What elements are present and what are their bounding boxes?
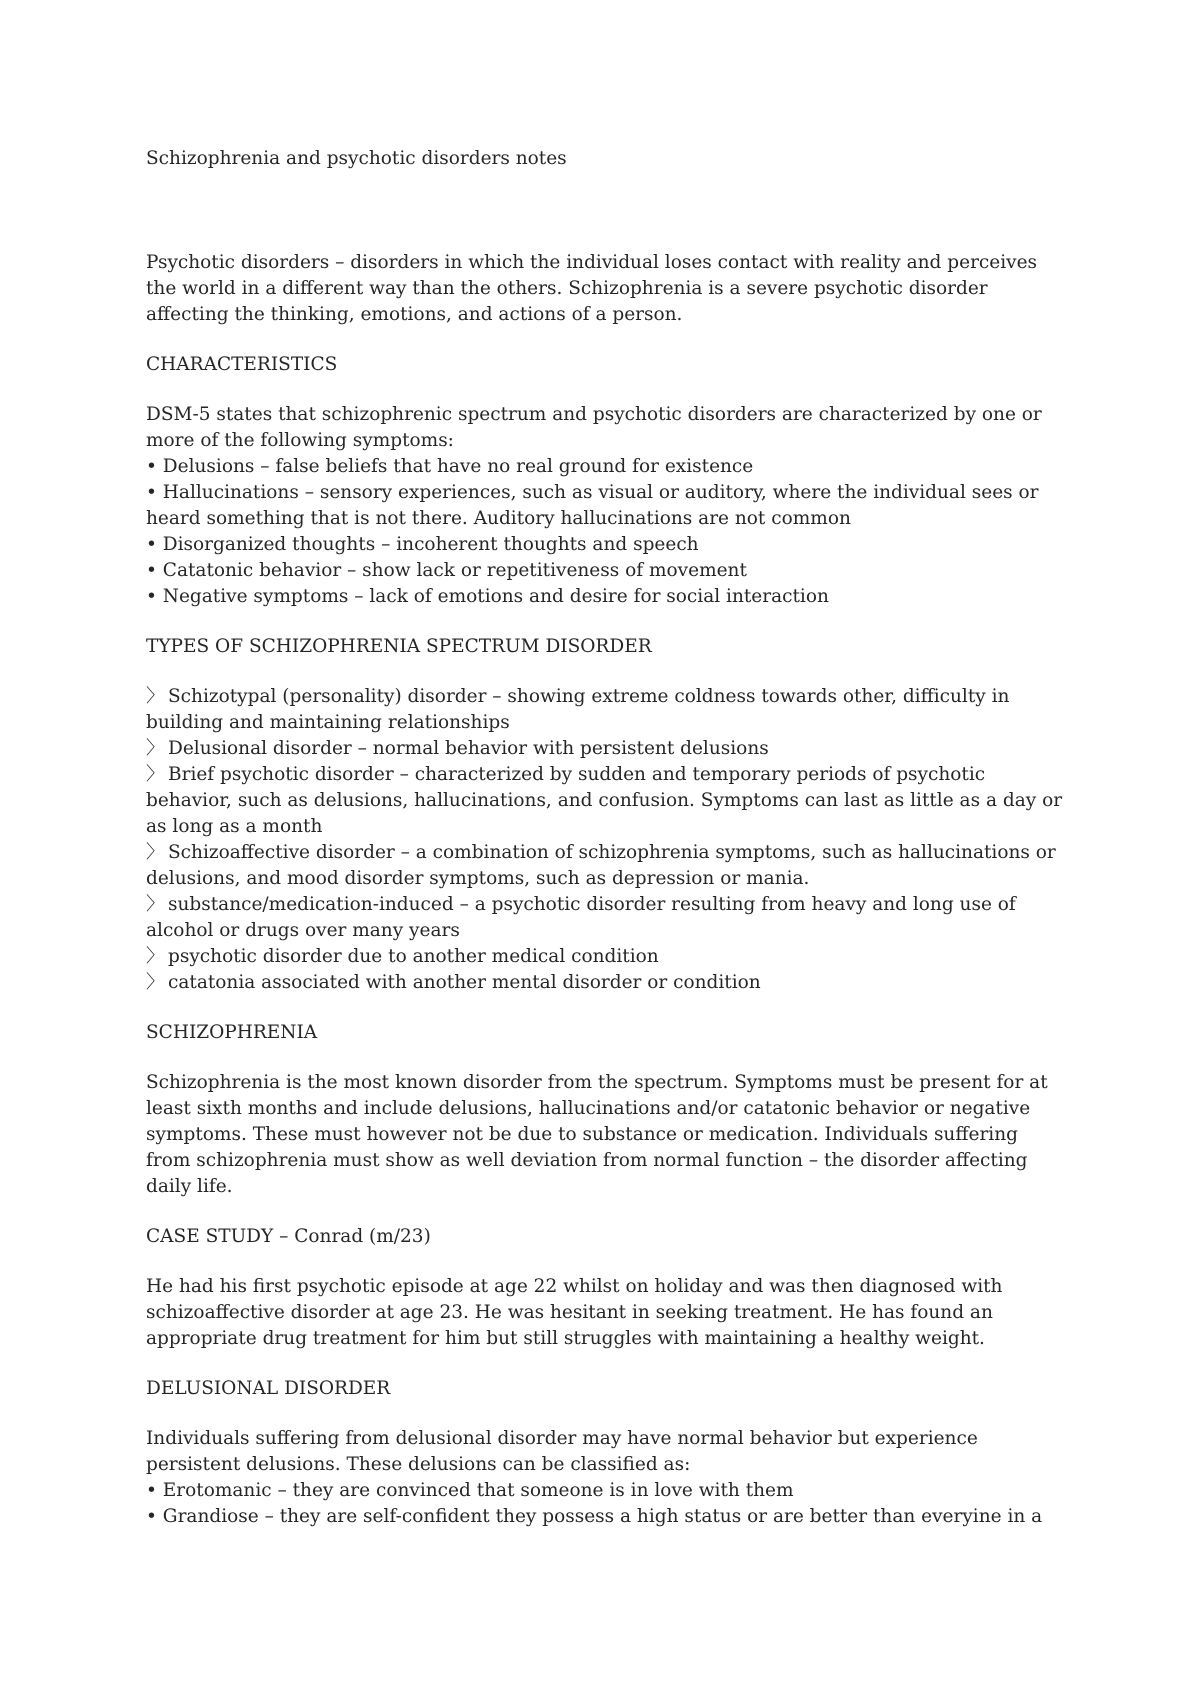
characteristics-block [146, 402, 1066, 610]
chevron-right-icon: 〉 [146, 842, 165, 863]
chevron-right-icon: 〉 [146, 764, 165, 785]
type-item-text: catatonia associated with another mental disorder or condition [168, 972, 761, 993]
type-item [146, 970, 1066, 996]
type-item [146, 892, 1066, 944]
type-item-text: Schizoaffective disorder – a combination of schizophrenia symptoms, such as hallucinations or delusions, and mood disorder symptoms, such as depression or mania. [146, 842, 1056, 889]
type-item [146, 944, 1066, 970]
type-item-text: Schizotypal (personality) disorder – showing extreme coldness towards other, difficulty in building and maintaining relationships [146, 686, 1010, 733]
delusion-item: • Grandiose – they are self-confident they possess a high status or are better than everyine in a [146, 1506, 1043, 1527]
chevron-right-icon: 〉 [146, 686, 165, 707]
type-item [146, 840, 1066, 892]
section-heading-schizophrenia: SCHIZOPHRENIA [146, 1022, 318, 1043]
intro-paragraph: Psychotic disorders – disorders in which the individual loses contact with reality and perceives the world in a different way than the others. Schizophrenia is a severe psychotic disorder affecting the thinking, emotions, and actions of a person. [146, 252, 1038, 325]
type-item-text: substance/medication-induced – a psychotic disorder resulting from heavy and long use of alcohol or drugs over many years [146, 894, 1016, 941]
case-study-paragraph: He had his first psychotic episode at age 22 whilst on holiday and was then diagnosed with schizoaffective disorder at age 23. He was hesitant in seeking treatment. He has found an appropriate drug treatment for him but still struggles with maintaining a healthy weight. [146, 1276, 1003, 1349]
type-item-text: Brief psychotic disorder – characterized by sudden and temporary periods of psychotic behavior, such as delusions, hallucinations, and confusion. Symptoms can last as little as a day or as long as a month [146, 764, 1063, 837]
section-heading-case-study: CASE STUDY – Conrad (m/23) [146, 1226, 431, 1247]
type-item [146, 762, 1066, 840]
schizophrenia-paragraph: Schizophrenia is the most known disorder from the spectrum. Symptoms must be present for at least sixth months and include delusions, hallucinations and/or catatonic behavior or negative symptoms. These must however not be due to substance or medication. Individuals suffering from schizophrenia must show as well deviation from normal function – the disorder affecting daily life. [146, 1072, 1048, 1197]
section-heading-characteristics: CHARACTERISTICS [146, 354, 338, 375]
type-item-text: psychotic disorder due to another medical condition [168, 946, 659, 967]
type-item [146, 684, 1066, 736]
types-list [146, 684, 1066, 996]
symptom-item: • Hallucinations – sensory experiences, such as visual or auditory, where the individual sees or heard something that is not there. Auditory hallucinations are not common [146, 482, 1039, 529]
delusional-lead: Individuals suffering from delusional disorder may have normal behavior but experience persistent delusions. These delusions can be classified as: [146, 1428, 978, 1475]
chevron-right-icon: 〉 [146, 946, 165, 967]
symptom-item: • Catatonic behavior – show lack or repetitiveness of movement [146, 560, 747, 581]
symptom-item: • Disorganized thoughts – incoherent thoughts and speech [146, 534, 699, 555]
type-item-text: Delusional disorder – normal behavior with persistent delusions [168, 738, 769, 759]
delusion-item: • Erotomanic – they are convinced that someone is in love with them [146, 1480, 794, 1501]
section-heading-delusional: DELUSIONAL DISORDER [146, 1378, 391, 1399]
delusional-block [146, 1426, 1066, 1530]
chevron-right-icon: 〉 [146, 894, 165, 915]
chevron-right-icon: 〉 [146, 738, 165, 759]
document-body [146, 146, 1066, 1554]
document-title: Schizophrenia and psychotic disorders notes [146, 148, 567, 169]
characteristics-lead: DSM-5 states that schizophrenic spectrum and psychotic disorders are characterized by one or more of the following symptoms: [146, 404, 1042, 451]
section-heading-types: TYPES OF SCHIZOPHRENIA SPECTRUM DISORDER [146, 636, 652, 657]
chevron-right-icon: 〉 [146, 972, 165, 993]
type-item [146, 736, 1066, 762]
symptom-item: • Negative symptoms – lack of emotions and desire for social interaction [146, 586, 829, 607]
symptom-item: • Delusions – false beliefs that have no real ground for existence [146, 456, 754, 477]
